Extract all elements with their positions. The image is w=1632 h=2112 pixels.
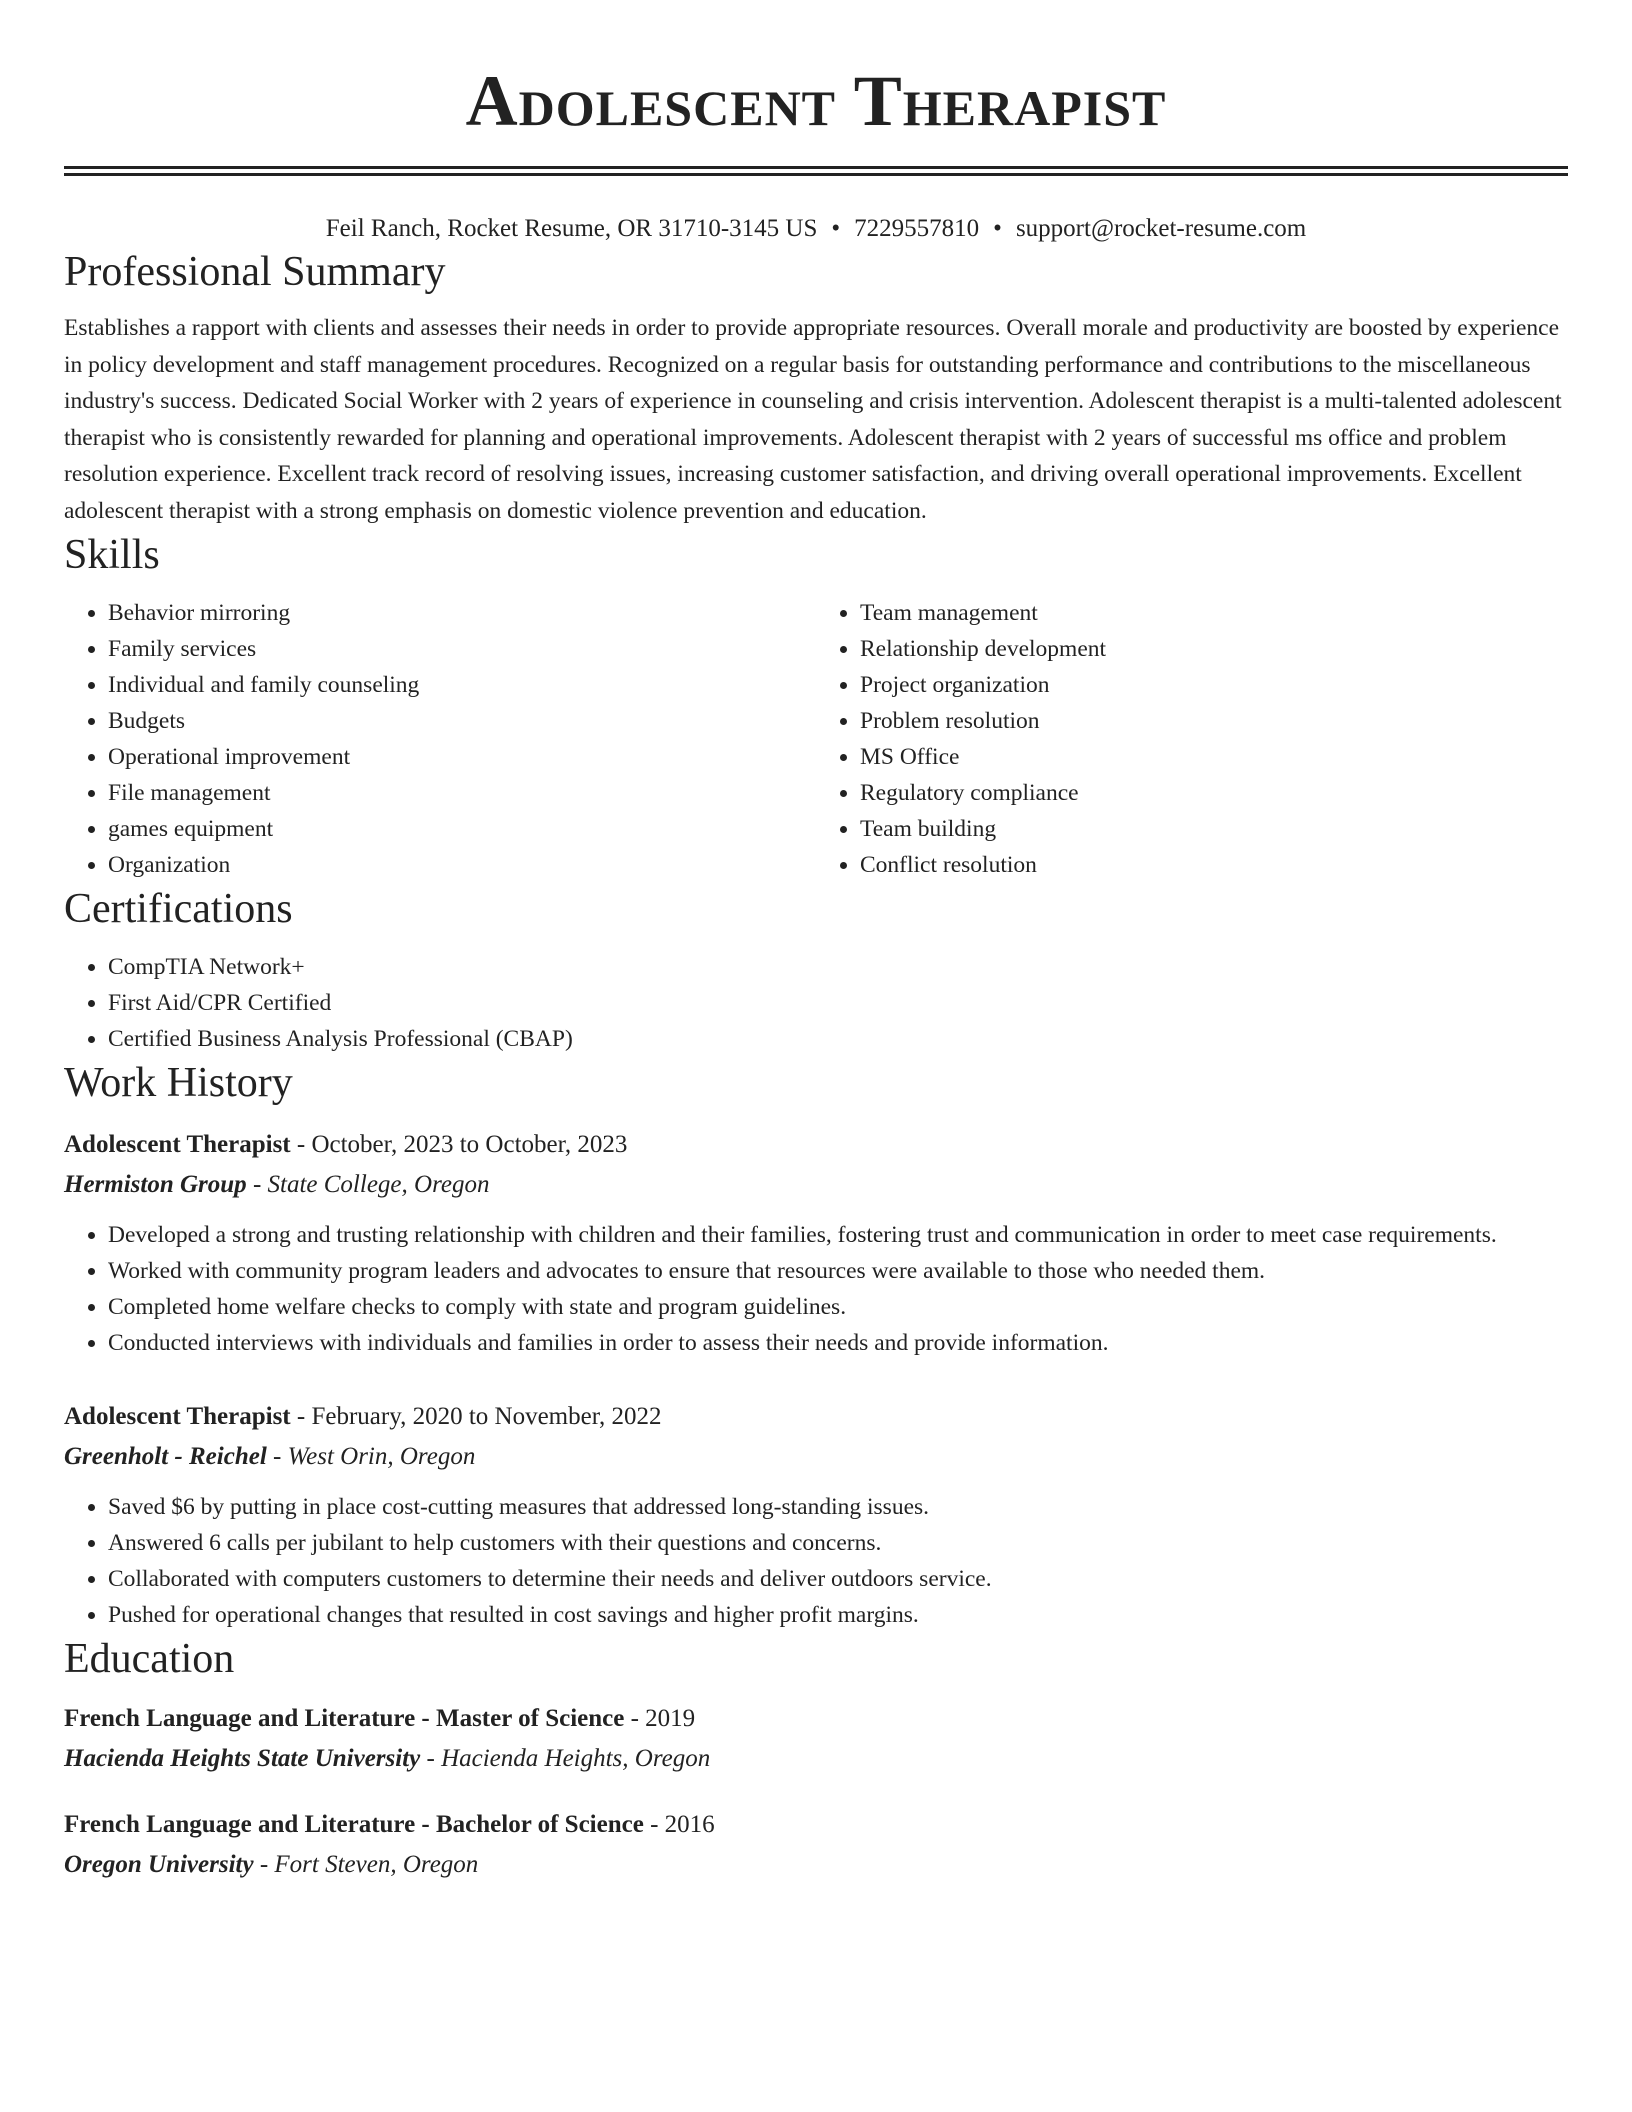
job-bullet: • Worked with community program leaders and advocates to ensure that resources were available to those who needed them. bbox=[108, 1253, 1568, 1289]
skill-item: • games equipment bbox=[108, 811, 816, 847]
section-title-work-history: Work History bbox=[64, 1060, 293, 1106]
section-title-education: Education bbox=[64, 1636, 235, 1682]
contact-separator: • bbox=[993, 215, 1002, 242]
contact-email: support@rocket-resume.com bbox=[1015, 215, 1307, 242]
contact-address: Feil Ranch, Rocket Resume, OR 31710-3145 US bbox=[325, 215, 818, 242]
certifications-list bbox=[64, 949, 1568, 1057]
certification-item: • First Aid/CPR Certified bbox=[108, 985, 1568, 1021]
section-title-summary: Professional Summary bbox=[64, 249, 446, 295]
education-school: Oregon University bbox=[64, 1851, 254, 1878]
education-location: - Hacienda Heights, Oregon bbox=[420, 1745, 711, 1772]
candidate-name: Adolescent Therapist bbox=[465, 61, 1167, 141]
section-title-certifications: Certifications bbox=[64, 886, 293, 932]
education-year: - 2019 bbox=[624, 1705, 696, 1732]
education-degree-line bbox=[64, 1805, 1568, 1845]
contact-separator: • bbox=[831, 215, 841, 242]
job-dates: - February, 2020 to November, 2022 bbox=[290, 1403, 662, 1430]
summary-text: Establishes a rapport with clients and assesses their needs in order to provide appropriate resources. Overall morale and productivity are boosted by experience in policy development and staff management procedures. Recognized on a regular basis for outstanding performance and contributions to the miscellaneous industry's success. Dedicated Social Worker with 2 years of experience in counseling and crisis intervention. Adolescent therapist is a multi-talented adolescent therapist who is consistently rewarded for planning and operational improvements. Adolescent therapist with 2 years of successful ms office and problem resolution experience. Excellent track record of resolving issues, increasing customer satisfaction, and driving overall operational improvements. Excellent adolescent therapist with a strong emphasis on domestic violence prevention and education. bbox=[64, 315, 1562, 524]
job-entry bbox=[64, 1397, 1568, 1633]
skill-item: • Operational improvement bbox=[108, 739, 816, 775]
skill-item: • Conflict resolution bbox=[860, 847, 1568, 883]
certification-item: • CompTIA Network+ bbox=[108, 949, 1568, 985]
education-location: - Fort Steven, Oregon bbox=[253, 1851, 479, 1878]
job-bullet: • Completed home welfare checks to comply with state and program guidelines. bbox=[108, 1289, 1568, 1325]
education-degree: French Language and Literature - Bachelor of Science bbox=[64, 1811, 644, 1838]
skill-item: • Problem resolution bbox=[860, 703, 1568, 739]
job-bullet: • Conducted interviews with individuals and families in order to assess their needs and provide information. bbox=[108, 1325, 1568, 1361]
education-degree: French Language and Literature - Master of Science bbox=[64, 1705, 625, 1732]
job-role: Adolescent Therapist bbox=[64, 1131, 291, 1158]
skill-item: • Team management bbox=[860, 595, 1568, 631]
job-header bbox=[64, 1397, 1568, 1437]
skill-item: • Budgets bbox=[108, 703, 816, 739]
job-bullets bbox=[64, 1489, 1568, 1633]
skill-item: • Project organization bbox=[860, 667, 1568, 703]
job-bullets bbox=[64, 1217, 1568, 1361]
education-entry bbox=[64, 1805, 1568, 1885]
job-bullet: • Answered 6 calls per jubilant to help customers with their questions and concerns. bbox=[108, 1525, 1568, 1561]
skill-item: • Relationship development bbox=[860, 631, 1568, 667]
job-bullet: • Pushed for operational changes that resulted in cost savings and higher profit margins. bbox=[108, 1597, 1568, 1633]
job-company: Greenholt - Reichel bbox=[64, 1443, 267, 1470]
skill-item: • Behavior mirroring bbox=[108, 595, 816, 631]
education-school: Hacienda Heights State University bbox=[64, 1745, 421, 1772]
job-bullet: • Developed a strong and trusting relationship with children and their families, fostering trust and communication in order to meet case requirements. bbox=[108, 1217, 1568, 1253]
job-employer bbox=[64, 1165, 1568, 1205]
skill-item: • Family services bbox=[108, 631, 816, 667]
job-bullet: • Saved $6 by putting in place cost-cutting measures that addressed long-standing issues. bbox=[108, 1489, 1568, 1525]
job-company: Hermiston Group bbox=[64, 1171, 247, 1198]
skill-item: • Team building bbox=[860, 811, 1568, 847]
skills-list-left bbox=[64, 595, 816, 883]
skill-item: • Organization bbox=[108, 847, 816, 883]
skill-item: • Individual and family counseling bbox=[108, 667, 816, 703]
certification-item: • Certified Business Analysis Professional (CBAP) bbox=[108, 1021, 1568, 1057]
skills-columns bbox=[64, 595, 1568, 883]
education-year: - 2016 bbox=[643, 1811, 715, 1838]
education-school-line bbox=[64, 1739, 1568, 1779]
education-school-line bbox=[64, 1845, 1568, 1885]
job-role: Adolescent Therapist bbox=[64, 1403, 291, 1430]
skill-item: • File management bbox=[108, 775, 816, 811]
job-header bbox=[64, 1125, 1568, 1165]
education-degree-line bbox=[64, 1699, 1568, 1739]
education-entry bbox=[64, 1699, 1568, 1779]
skill-item: • MS Office bbox=[860, 739, 1568, 775]
job-location: - West Orin, Oregon bbox=[266, 1443, 476, 1470]
contact-phone: 7229557810 bbox=[854, 215, 980, 242]
job-bullet: • Collaborated with computers customers to determine their needs and deliver outdoors service. bbox=[108, 1561, 1568, 1597]
header-double-rule bbox=[64, 166, 1568, 176]
job-entry bbox=[64, 1125, 1568, 1361]
job-employer bbox=[64, 1437, 1568, 1477]
skill-item: • Regulatory compliance bbox=[860, 775, 1568, 811]
section-title-skills: Skills bbox=[64, 532, 160, 578]
skills-list-right bbox=[816, 595, 1568, 883]
job-dates: - October, 2023 to October, 2023 bbox=[290, 1131, 628, 1158]
contact-line bbox=[64, 212, 1568, 246]
job-location: - State College, Oregon bbox=[246, 1171, 490, 1198]
